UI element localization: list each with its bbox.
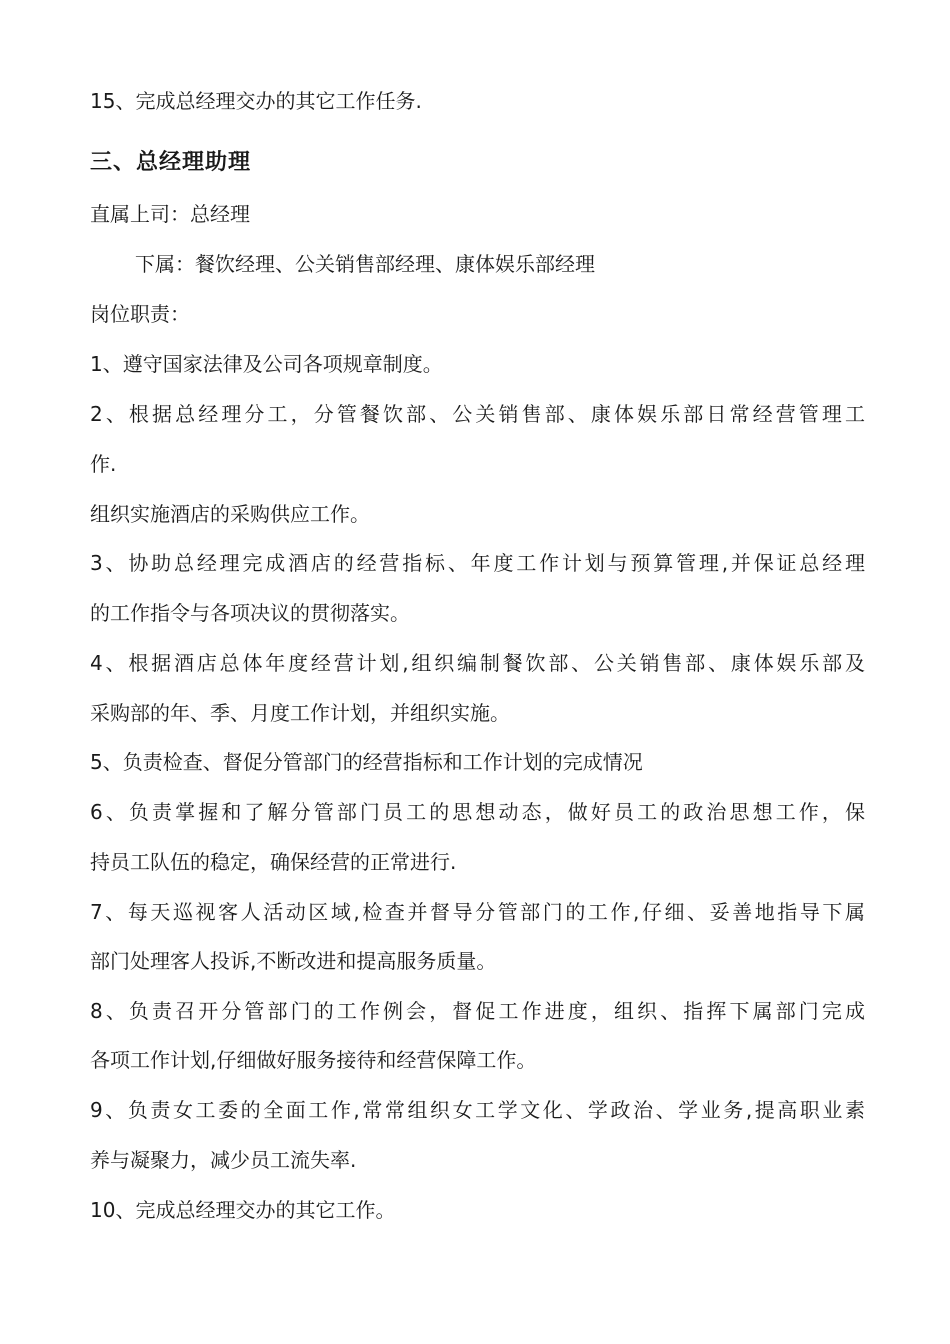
duty-1: 1、遵守国家法律及公司各项规章制度。	[90, 352, 443, 376]
duty-4-line-2: 采购部的年、季、月度工作计划，并组织实施。	[90, 701, 510, 725]
duty-7-line-1: 7、每天巡视客人活动区域,检查并督导分管部门的工作,仔细、妥善地指导下属	[90, 900, 865, 924]
duty-9-line-2: 养与凝聚力，减少员工流失率.	[90, 1148, 357, 1172]
duty-2-line-1: 2、根据总经理分工，分管餐饮部、公关销售部、康体娱乐部日常经营管理工	[90, 402, 865, 426]
duty-8-line-2: 各项工作计划,仔细做好服务接待和经营保障工作。	[90, 1048, 537, 1072]
section-title: 三、总经理助理	[90, 150, 252, 175]
duty-9-line-1: 9、负责女工委的全面工作,常常组织女工学文化、学政治、学业务,提高职业素	[90, 1098, 865, 1122]
subordinates-line: 下属：餐饮经理、公关销售部经理、康体娱乐部经理	[135, 252, 595, 276]
duty-6-line-2: 持员工队伍的稳定，确保经营的正常进行.	[90, 850, 457, 874]
duty-2-line-3: 组织实施酒店的采购供应工作。	[90, 502, 370, 526]
duty-3-line-1: 3、协助总经理完成酒店的经营指标、年度工作计划与预算管理,并保证总经理	[90, 551, 865, 575]
duty-3-line-2: 的工作指令与各项决议的贯彻落实。	[90, 601, 410, 625]
supervisor-line: 直属上司：总经理	[90, 202, 250, 226]
previous-item-15: 15、完成总经理交办的其它工作任务.	[90, 89, 422, 113]
duty-10: 10、完成总经理交办的其它工作。	[90, 1198, 396, 1222]
duty-2-line-2: 作.	[90, 452, 117, 476]
duty-4-line-1: 4、根据酒店总体年度经营计划,组织编制餐饮部、公关销售部、康体娱乐部及	[90, 651, 865, 675]
duties-label: 岗位职责：	[90, 302, 190, 326]
duty-5: 5、负责检查、督促分管部门的经营指标和工作计划的完成情况	[90, 750, 643, 774]
duty-7-line-2: 部门处理客人投诉,不断改进和提高服务质量。	[90, 949, 497, 973]
duty-8-line-1: 8、负责召开分管部门的工作例会，督促工作进度，组织、指挥下属部门完成	[90, 999, 865, 1023]
duty-6-line-1: 6、负责掌握和了解分管部门员工的思想动态，做好员工的政治思想工作，保	[90, 800, 865, 824]
